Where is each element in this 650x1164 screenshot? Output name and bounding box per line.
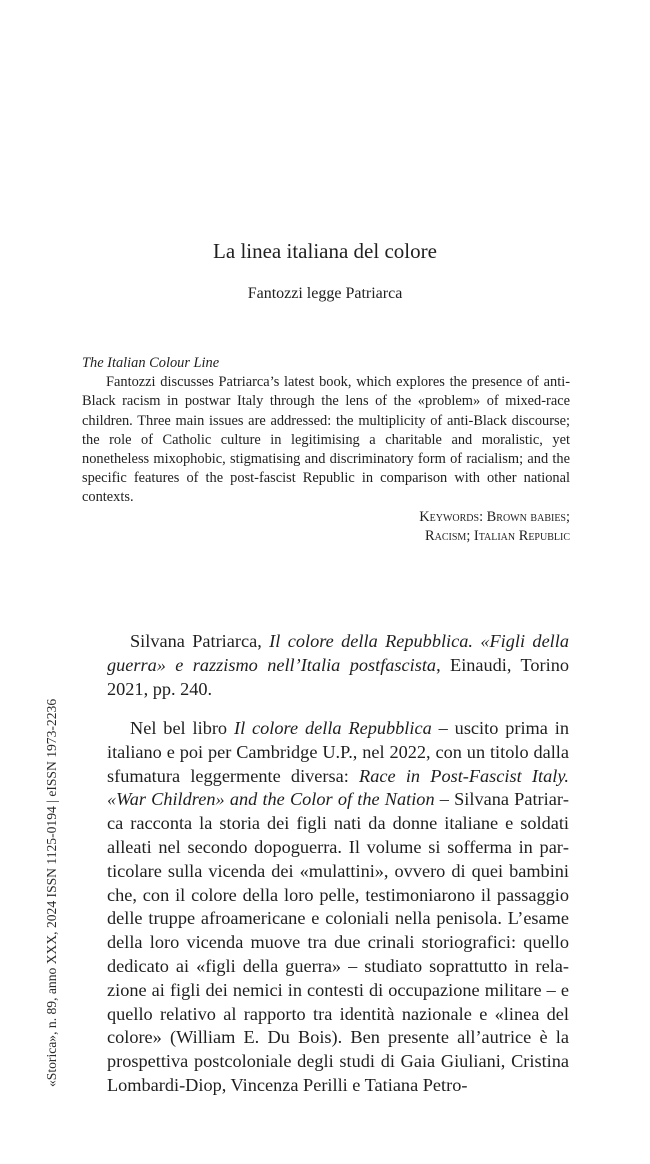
- keywords-line-2: Racism; Italian Republic: [425, 527, 570, 544]
- reference-book-title: Il colore della Repubblica. «Figli della guerra» e razzismo nell’Italia postfascista: [107, 631, 569, 675]
- body-text-segment: Nel bel libro: [130, 718, 234, 738]
- body-text-segment: – uscito prima in italiano e poi per Cambridge U.P., nel 2022, con un titolo dalla sfumatura leggermente diversa:: [107, 718, 570, 786]
- journal-citation-sidebar: «Storica», n. 89, anno XXX, 2024 ISSN 1125-0194 | eISSN 1973-2236: [44, 698, 59, 1087]
- keywords: [82, 508, 570, 546]
- book-reference: [107, 629, 569, 701]
- article-title: La linea italiana del colore: [213, 239, 437, 263]
- article-subtitle: Fantozzi legge Patriarca: [247, 285, 403, 302]
- body-italic-title: Race in Post-Fascist Italy. «War Children» and the Color of the Nation: [107, 765, 569, 810]
- reference-author: Silvana Patriarca,: [130, 631, 270, 651]
- keywords-line-1: Keywords: Brown babies;: [419, 508, 570, 525]
- abstract: [82, 354, 570, 546]
- reference-publisher: , Einaudi, Torino 2021, pp. 240.: [107, 655, 569, 699]
- abstract-body: Fantozzi discusses Patriarca’s latest book, which explores the presence of anti-Black racism in postwar Italy through the lens of the «problem» of mixed-race children. Three main issues are addressed: the multiplicity of anti-Black discourse; the role of Catholic culture in legitimising a charitable and moralistic, yet nonetheless mixophobic, stigmatising and discriminatory form of racialism; and the specific features of the post-fascist Republic in comparison with other national contexts.: [82, 374, 570, 506]
- body-italic-title: Il colore della Repubblica: [233, 718, 432, 738]
- abstract-title: The Italian Colour Line: [82, 355, 220, 371]
- body-text-segment: – Silvana Patriarca racconta la storia dei figli nati da donne italiane e soldati alleati nel secondo dopoguerra. Il volume si sofferma in particolare sulla vicenda dei «mulattini», ovvero di quei bambini che, con il colore della loro pelle, testimoniarono il passaggio delle truppe afroamericane e coloniali nella penisola. L’esame della loro vicenda muove tra due crinali storiografici: quello dedicato ai «figli della guerra» – studiato soprattutto in relazione ai figli dei nemici in contesti di occupazione militare – e quello relativo al rapporto tra identità nazionale e «linea del colore» (William E. Du Bois). Ben presente all’autrice è la prospettiva postcoloniale degli studi di Gaia Giuliani, Cristina Lombardi-Diop, Vincenza Perilli e Tatiana Petro-: [107, 789, 570, 1095]
- body-paragraph: [107, 717, 569, 1098]
